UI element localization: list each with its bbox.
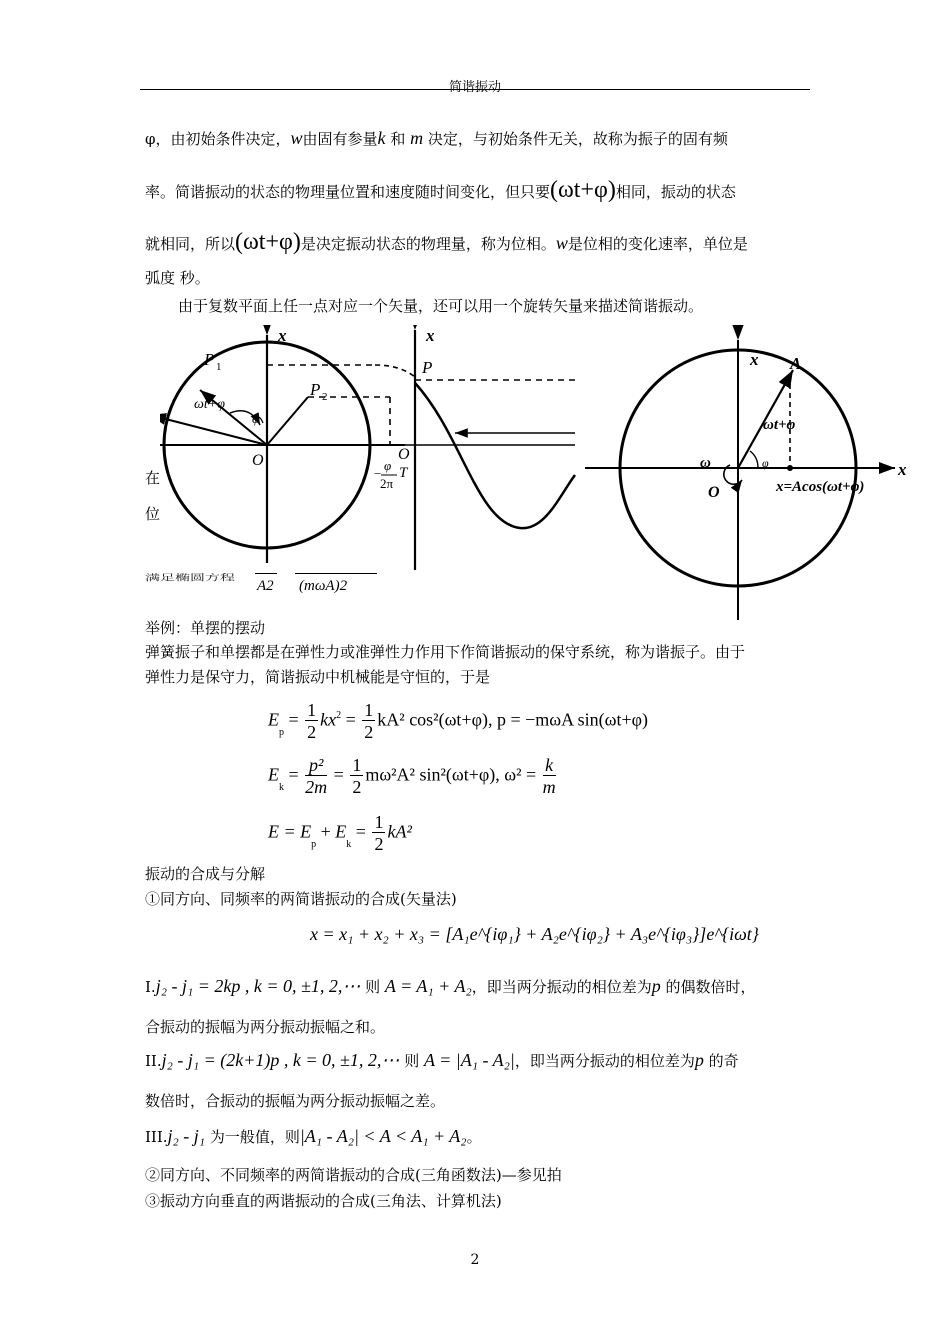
label-x-wave: x: [426, 326, 435, 345]
label-phi-right: φ: [762, 456, 769, 470]
subscript-k: k: [279, 781, 284, 793]
case-result: A = A₁ + A₂: [384, 976, 472, 996]
vector-op2: [267, 397, 308, 445]
label-angle-left: ωt+φ: [194, 397, 225, 412]
numerator: p²: [305, 755, 327, 776]
text-run: ，即当两分振动的相位差为: [514, 1052, 695, 1070]
subscript-p: p: [311, 838, 317, 850]
text-run: 由固有参量: [302, 130, 378, 148]
denominator: 2: [364, 722, 374, 742]
label-angle-right: ωt+φ: [763, 417, 796, 433]
label-p1-sub: 1: [216, 361, 222, 373]
sine-curve: [415, 383, 575, 528]
case-3-line: [145, 1126, 482, 1147]
denominator: m: [542, 777, 556, 797]
case-condition: j₂ - j₁ = (2k+1)p , k = 0, ±1, 2,⋯: [161, 1050, 400, 1070]
label-omega: ω: [700, 455, 711, 471]
fraction-half: [362, 700, 375, 743]
symbol-w: w: [290, 128, 303, 148]
paragraph-line-3: [145, 229, 748, 255]
subscript-p: p: [279, 726, 284, 738]
label-x-right: x: [898, 460, 907, 479]
fraction-half: [350, 755, 363, 798]
paragraph-line-4: 弧度 秒。: [145, 269, 210, 287]
symbol-k: k: [377, 128, 386, 148]
projection-point: [787, 465, 793, 471]
subscript-k: k: [346, 838, 352, 850]
label-p1: P: [204, 350, 215, 369]
equation-tail: kA²: [387, 821, 412, 842]
label-x-equation: x=Acos(ωt+φ): [776, 479, 865, 495]
equation-kinetic-energy: $E_k$ = $\frac{\text{p²}}{2m}$ = $\frac{1}{2}$ mω²A² sin²(ωt+φ), ω² = $\frac{k}{m}$: [268, 755, 556, 797]
label-o-right: O: [708, 484, 720, 501]
case-label: II.: [145, 1052, 162, 1070]
text-run: φ，由初始条件决定，: [145, 130, 291, 148]
vibration-title: 振动的合成与分解: [145, 865, 266, 883]
numerator: 1: [352, 755, 362, 775]
numerator: 1: [307, 700, 317, 720]
text-run: 决定，与初始条件无关，故称为振子的固有频: [423, 130, 728, 148]
text-run: ，即当两分振动的相位差为: [471, 978, 652, 996]
symbol-w: w: [555, 233, 568, 253]
label-a: A: [790, 354, 802, 373]
fraction-p2-2m: [305, 755, 327, 798]
text-run: 是决定振动状态的物理量，称为位相。: [300, 235, 556, 253]
text-run: 。: [466, 1128, 482, 1146]
fragment-zai: 在: [145, 469, 161, 487]
case-1-line-2: 合振动的振幅为两分振动振幅之和。: [145, 1018, 386, 1036]
text-run: 的奇: [703, 1052, 739, 1070]
vector-rotated: [160, 415, 267, 445]
fragment-wei: 位: [145, 505, 161, 523]
equation-tail: mω²A² sin²(ωt+φ), ω² =: [365, 764, 537, 785]
example-paragraph-1: 弹簧振子和单摆都是在弹性力或准弹性力作用下作简谐振动的保守系统，称为谐振子。由于: [145, 643, 746, 661]
dashed-curve: [375, 365, 415, 377]
vibration-item-1: ①同方向、同频率的两简谐振动的合成(矢量法): [145, 890, 457, 908]
text-run: 的偶数倍时，: [660, 978, 756, 996]
text-run: 就相同，所以: [145, 235, 236, 253]
numerator: 1: [374, 812, 384, 832]
denominator: 2m: [305, 777, 328, 797]
rotating-vector-figure: [160, 325, 920, 620]
left-circle-panel: [160, 335, 415, 563]
text-run: 率。简谐振动的状态的物理量位置和速度随时间变化，但只要: [145, 183, 551, 201]
label-o-left: O: [252, 452, 264, 469]
vibration-item-3: ③振动方向垂直的两谐振动的合成(三角法、计算机法): [145, 1192, 502, 1210]
paragraph-line-2: [145, 177, 736, 203]
fraction-k-m: [543, 755, 556, 798]
example-title: 举例：单摆的摆动: [145, 619, 266, 637]
label-o-wave: O: [398, 446, 410, 463]
cut-denominator: (mωA)2: [299, 578, 348, 594]
label-x-right-top: x: [750, 350, 759, 369]
fraction-half: [305, 700, 318, 743]
phase-expression: (ωt+φ): [235, 229, 301, 255]
denominator: 2: [307, 722, 317, 742]
symbol-p: p: [651, 976, 661, 996]
equation-sum: x = x₁ + x₂ + x₃ = [A₁e^{iφ₁} + A₂e^{iφ₂} + A₃e^{iφ₃}]e^{iωt}: [310, 924, 760, 944]
page-number: 2: [470, 1252, 480, 1268]
label-p2-sub: 2: [322, 391, 328, 403]
case-label: I.: [145, 978, 156, 996]
header-rule: [140, 89, 810, 90]
text-run: 和: [385, 130, 411, 148]
label-minus: −: [374, 466, 382, 481]
symbol-e-total: E = E: [268, 821, 312, 842]
label-t: T: [399, 465, 408, 481]
case-condition: j₂ - j₁ = 2kp , k = 0, ±1, 2,⋯: [155, 976, 361, 996]
label-neg-phi-num: φ: [384, 458, 392, 473]
case-result: A = |A₁ - A₂|: [423, 1050, 515, 1070]
equation-tail: kA² cos²(ωt+φ), p = −mωA sin(ωt+φ): [377, 709, 648, 730]
equation-potential-energy: $E_p$ = $\frac{1}{2}$ $kx^2$ = $\frac{1}{2}$ kA² cos²(ωt+φ), p = −mωA sin(ωt+φ): [268, 700, 648, 742]
text-run: 为一般值，则: [205, 1128, 300, 1146]
case-label: III.: [145, 1128, 168, 1146]
phase-arc: [750, 451, 758, 468]
label-neg-phi-den: 2π: [380, 476, 394, 491]
symbol-p: p: [694, 1050, 704, 1070]
equation-total-energy: $E = E_p + E_k$ = $\frac{1}{2}$ kA²: [268, 812, 412, 854]
page-header: 简谐振动: [448, 80, 501, 95]
paragraph-line-5: 由于复数平面上任一点对应一个矢量，还可以用一个旋转矢量来描述简谐振动。: [178, 297, 704, 315]
case-2-line-2: 数倍时，合振动的振幅为两分振动振幅之差。: [145, 1092, 446, 1110]
numerator: k: [543, 755, 556, 776]
denominator: 2: [352, 777, 362, 797]
text-run: 则: [399, 1052, 424, 1070]
text-run: 则: [360, 978, 385, 996]
case-1-line-1: [145, 976, 756, 997]
label-p: P: [422, 358, 433, 377]
denominator: 2: [374, 834, 384, 854]
symbol-m: m: [410, 128, 424, 148]
case-2-line-1: [145, 1050, 739, 1071]
numerator: 1: [364, 700, 374, 720]
label-p2: P: [310, 380, 321, 399]
label-phi-left: φ: [252, 411, 260, 426]
label-x-left: x: [278, 326, 287, 345]
symbol-e: E: [268, 764, 279, 785]
example-paragraph-2: 弹性力是保守力，简谐振动中机械能是守恒的，于是: [145, 668, 491, 686]
case-result: |A₁ - A₂| < A < A₁ + A₂: [299, 1126, 467, 1146]
paragraph-line-1: [145, 128, 728, 149]
text-run: 相同，振动的状态: [615, 183, 736, 201]
fraction-half: [372, 812, 385, 855]
vibration-item-2: ②同方向、不同频率的两简谐振动的合成(三角函数法)—参见拍: [145, 1166, 562, 1184]
case-condition: j₂ - j₁: [167, 1126, 206, 1146]
cut-text: 满足椭圆方程: [145, 572, 236, 583]
symbol-e: E: [268, 709, 279, 730]
symbol-e: E: [335, 821, 347, 842]
text-run: 是位相的变化速率，单位是: [567, 235, 748, 253]
phase-expression: (ωt+φ): [550, 177, 616, 203]
cut-denominator: A2: [257, 578, 274, 594]
